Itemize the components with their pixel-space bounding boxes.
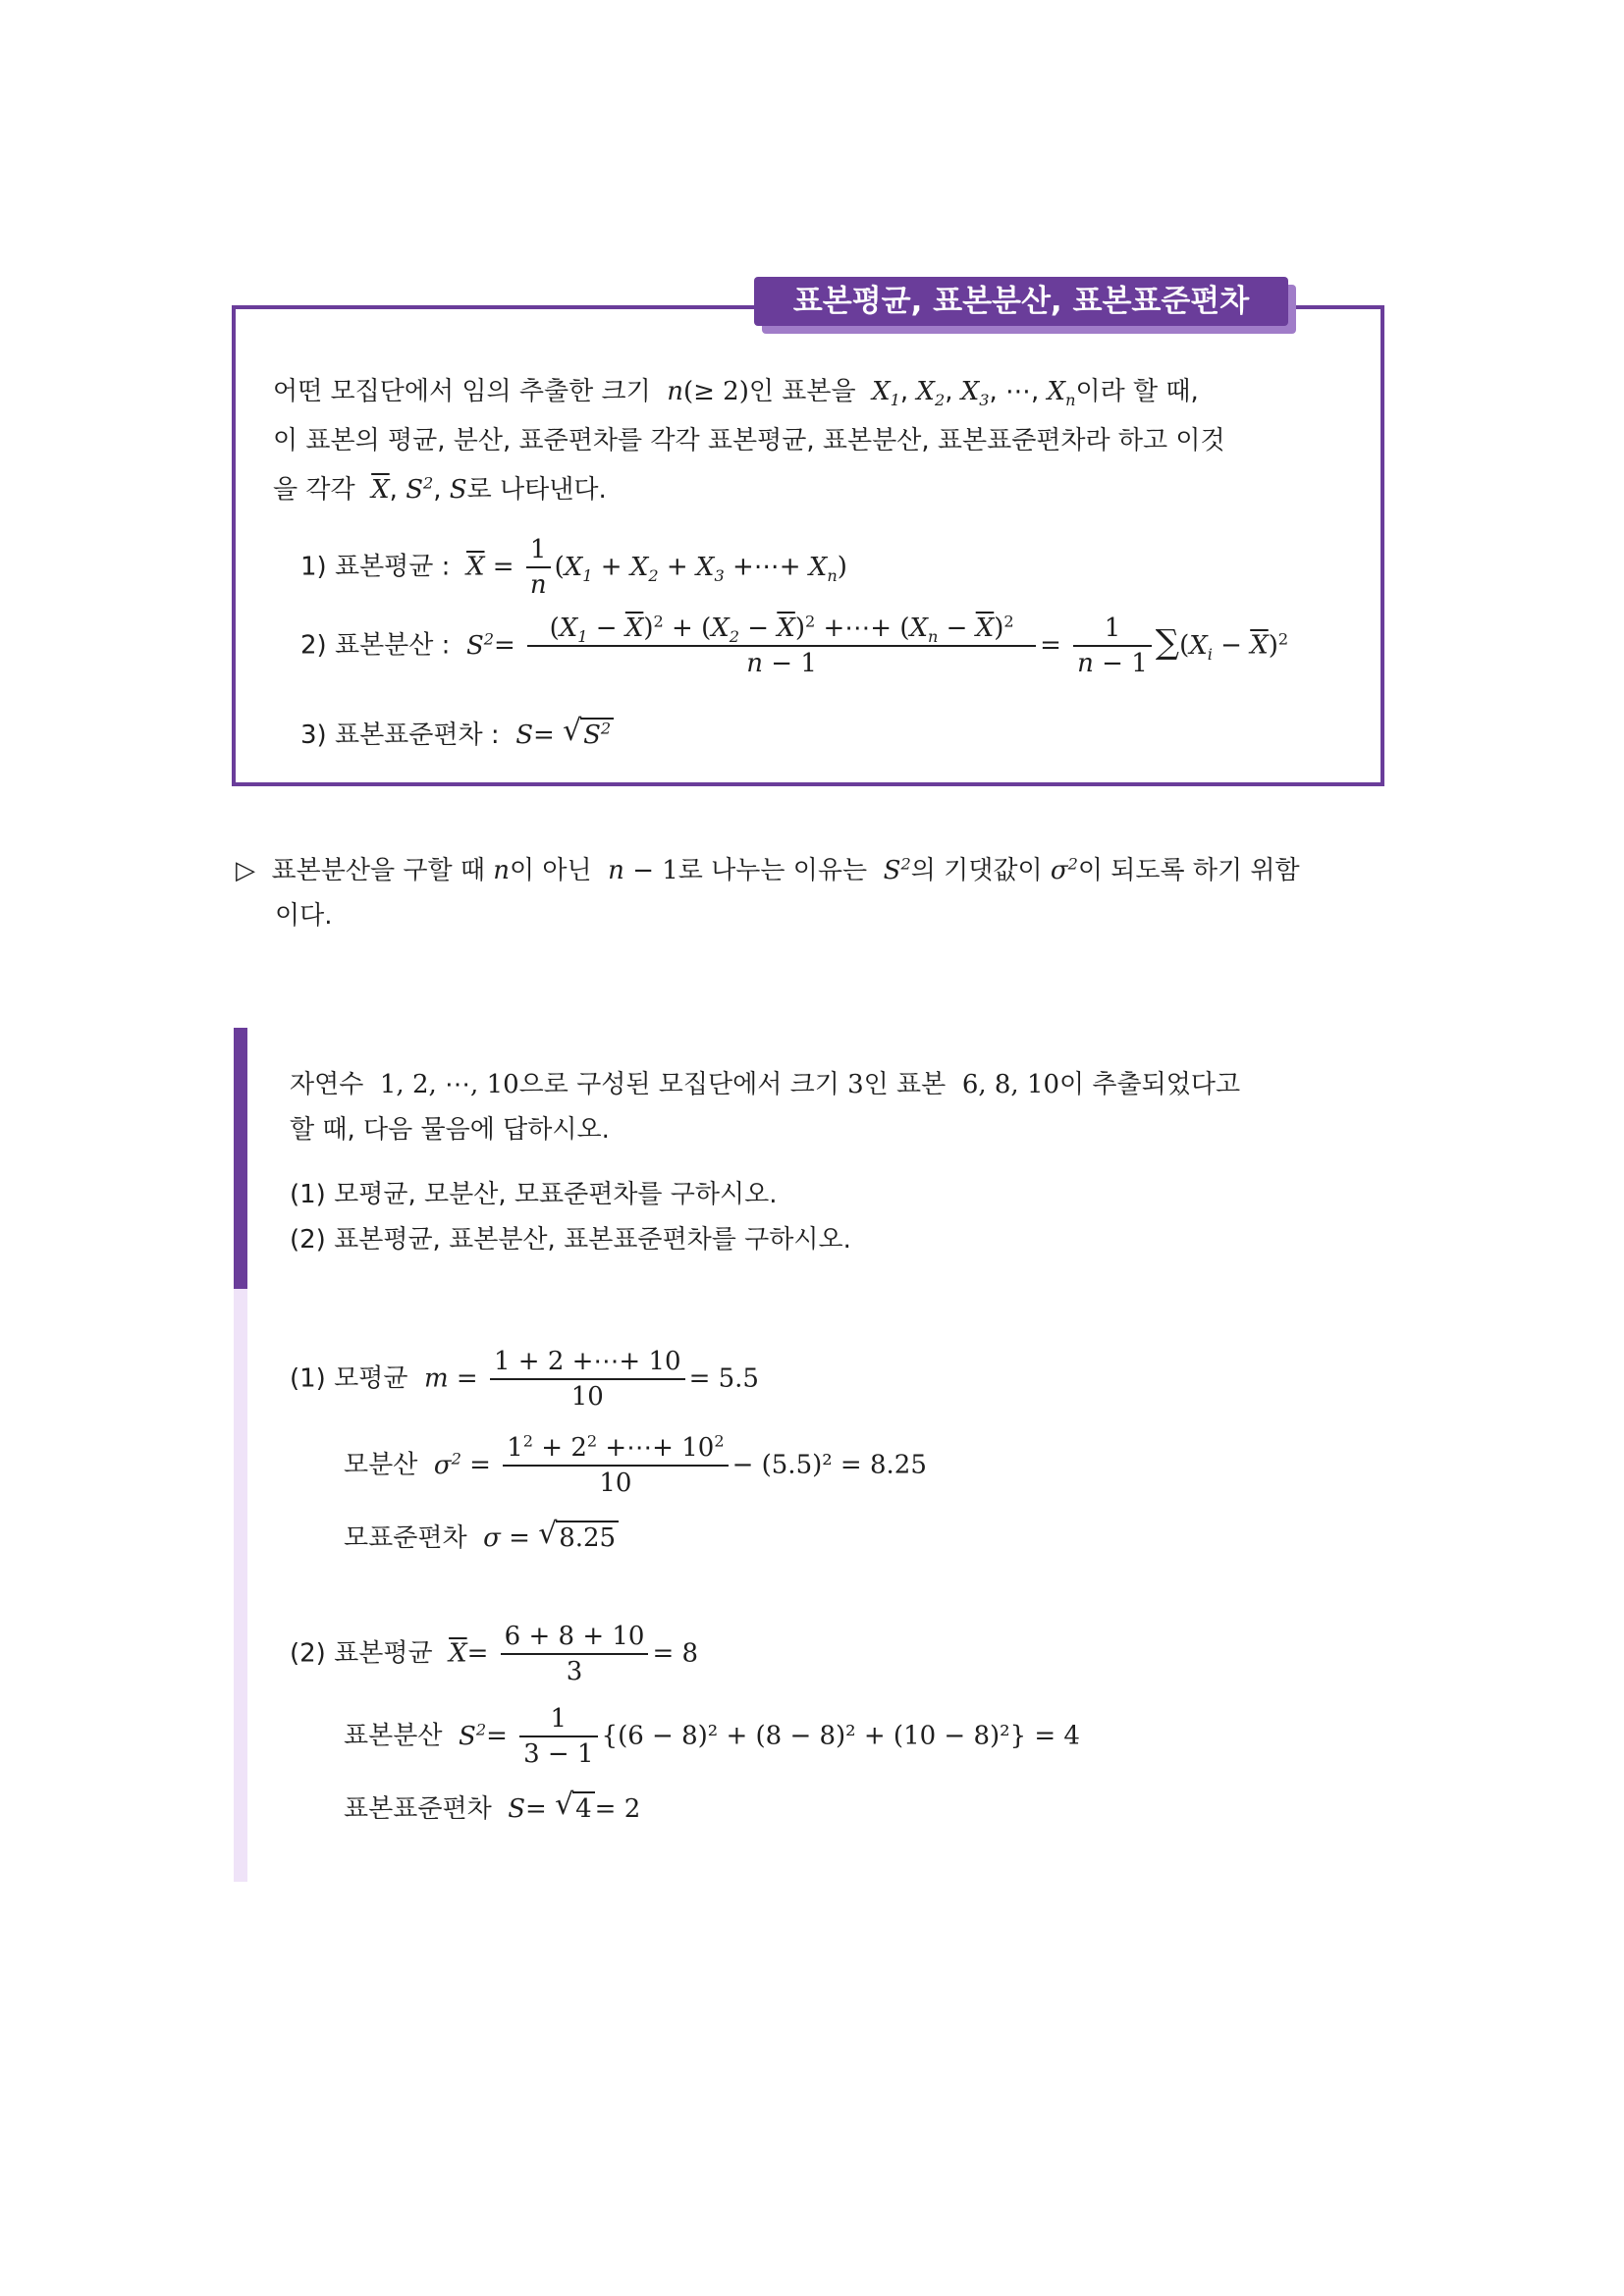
solution-population-std: 모표준편차 σ = √ 8.25 (344, 1518, 619, 1556)
solution-sample-std: 표본표준편차 S= √ 4 = 2 (344, 1789, 640, 1827)
definition-item-sample-std: 3) 표본표준편차 : S= √ $S^2$ (300, 715, 614, 753)
example-question-1: (1) 모평균, 모분산, 모표준편차를 구하시오. (290, 1180, 778, 1209)
note-line2: 이다. (275, 901, 333, 931)
definition-item-sample-mean: 1) 표본평균 : $\overline{X}$ = $\frac{1}{n}$ ($X_1 + X_2 + X_3$ +⋯+ $X_n$) (300, 535, 847, 600)
solution-population-variance: 모분산 $\sigma^2$ = $\frac{1^2 + 2^2 +\cdots+ 10^2}{10}$ − (5.5)² = 8.25 (344, 1431, 927, 1498)
solution-accent-bar (234, 1289, 247, 1882)
definition-intro-line2: 이 표본의 평균, 분산, 표준편차를 각각 표본평균, 표본분산, 표본표준편차라 하고 이것 (273, 426, 1225, 455)
definition-title: 표본평균, 표본분산, 표본표준편차 (754, 277, 1288, 326)
solution-sample-variance: 표본분산 $S^2=$ $\frac{1}{3 - 1}$ {(6 − 8)² + (8 − 8)² + (10 − 8)²} = 4 (344, 1704, 1080, 1769)
solution-population-mean: (1) 모평균 m = $\frac{1 + 2 +\cdots+ 10}{10}$ = 5.5 (290, 1347, 759, 1412)
example-question-2: (2) 표본평균, 표본분산, 표본표준편차를 구하시오. (290, 1225, 851, 1255)
definition-intro-line3: 을 각각 $\overline{X}$, $S^2$, S로 나타낸다. (273, 473, 607, 505)
definition-intro-line1: 어떤 모집단에서 임의 추출한 크기 n(≥ 2)인 표본을 $X_1$, $X_2$, $X_3$, ⋯, $X_n$이라 할 때, (273, 377, 1199, 410)
example-line1: 자연수 1, 2, ⋯, 10으로 구성된 모집단에서 크기 3인 표본 6, 8, 10이 추출되었다고 (290, 1070, 1241, 1099)
note-line1: ▷ 표본분산을 구할 때 n이 아닌 n − 1로 나누는 이유는 $S^2$의 기댓값이 $\sigma^2$이 되도록 하기 위함 (236, 854, 1300, 885)
definition-item-sample-variance: 2) 표본분산 : $S^2=$ $\frac{(X_1 - \overline{X})^2 + (X_2 - \overline{X})^2 +\cdots+ (X_n - \overline{X})^2}{n - 1}$ = $\frac{1}{n - 1}$ $\sum(X_i - \overline{X})^2$ (300, 612, 1289, 678)
triangle-icon: ▷ (236, 856, 255, 885)
solution-sample-mean: (2) 표본평균 $\overline{X}=$ $\frac{6 + 8 + 10}{3}$ = 8 (290, 1622, 699, 1686)
example-accent-bar (234, 1028, 247, 1289)
example-line2: 할 때, 다음 물음에 답하시오. (290, 1115, 610, 1145)
